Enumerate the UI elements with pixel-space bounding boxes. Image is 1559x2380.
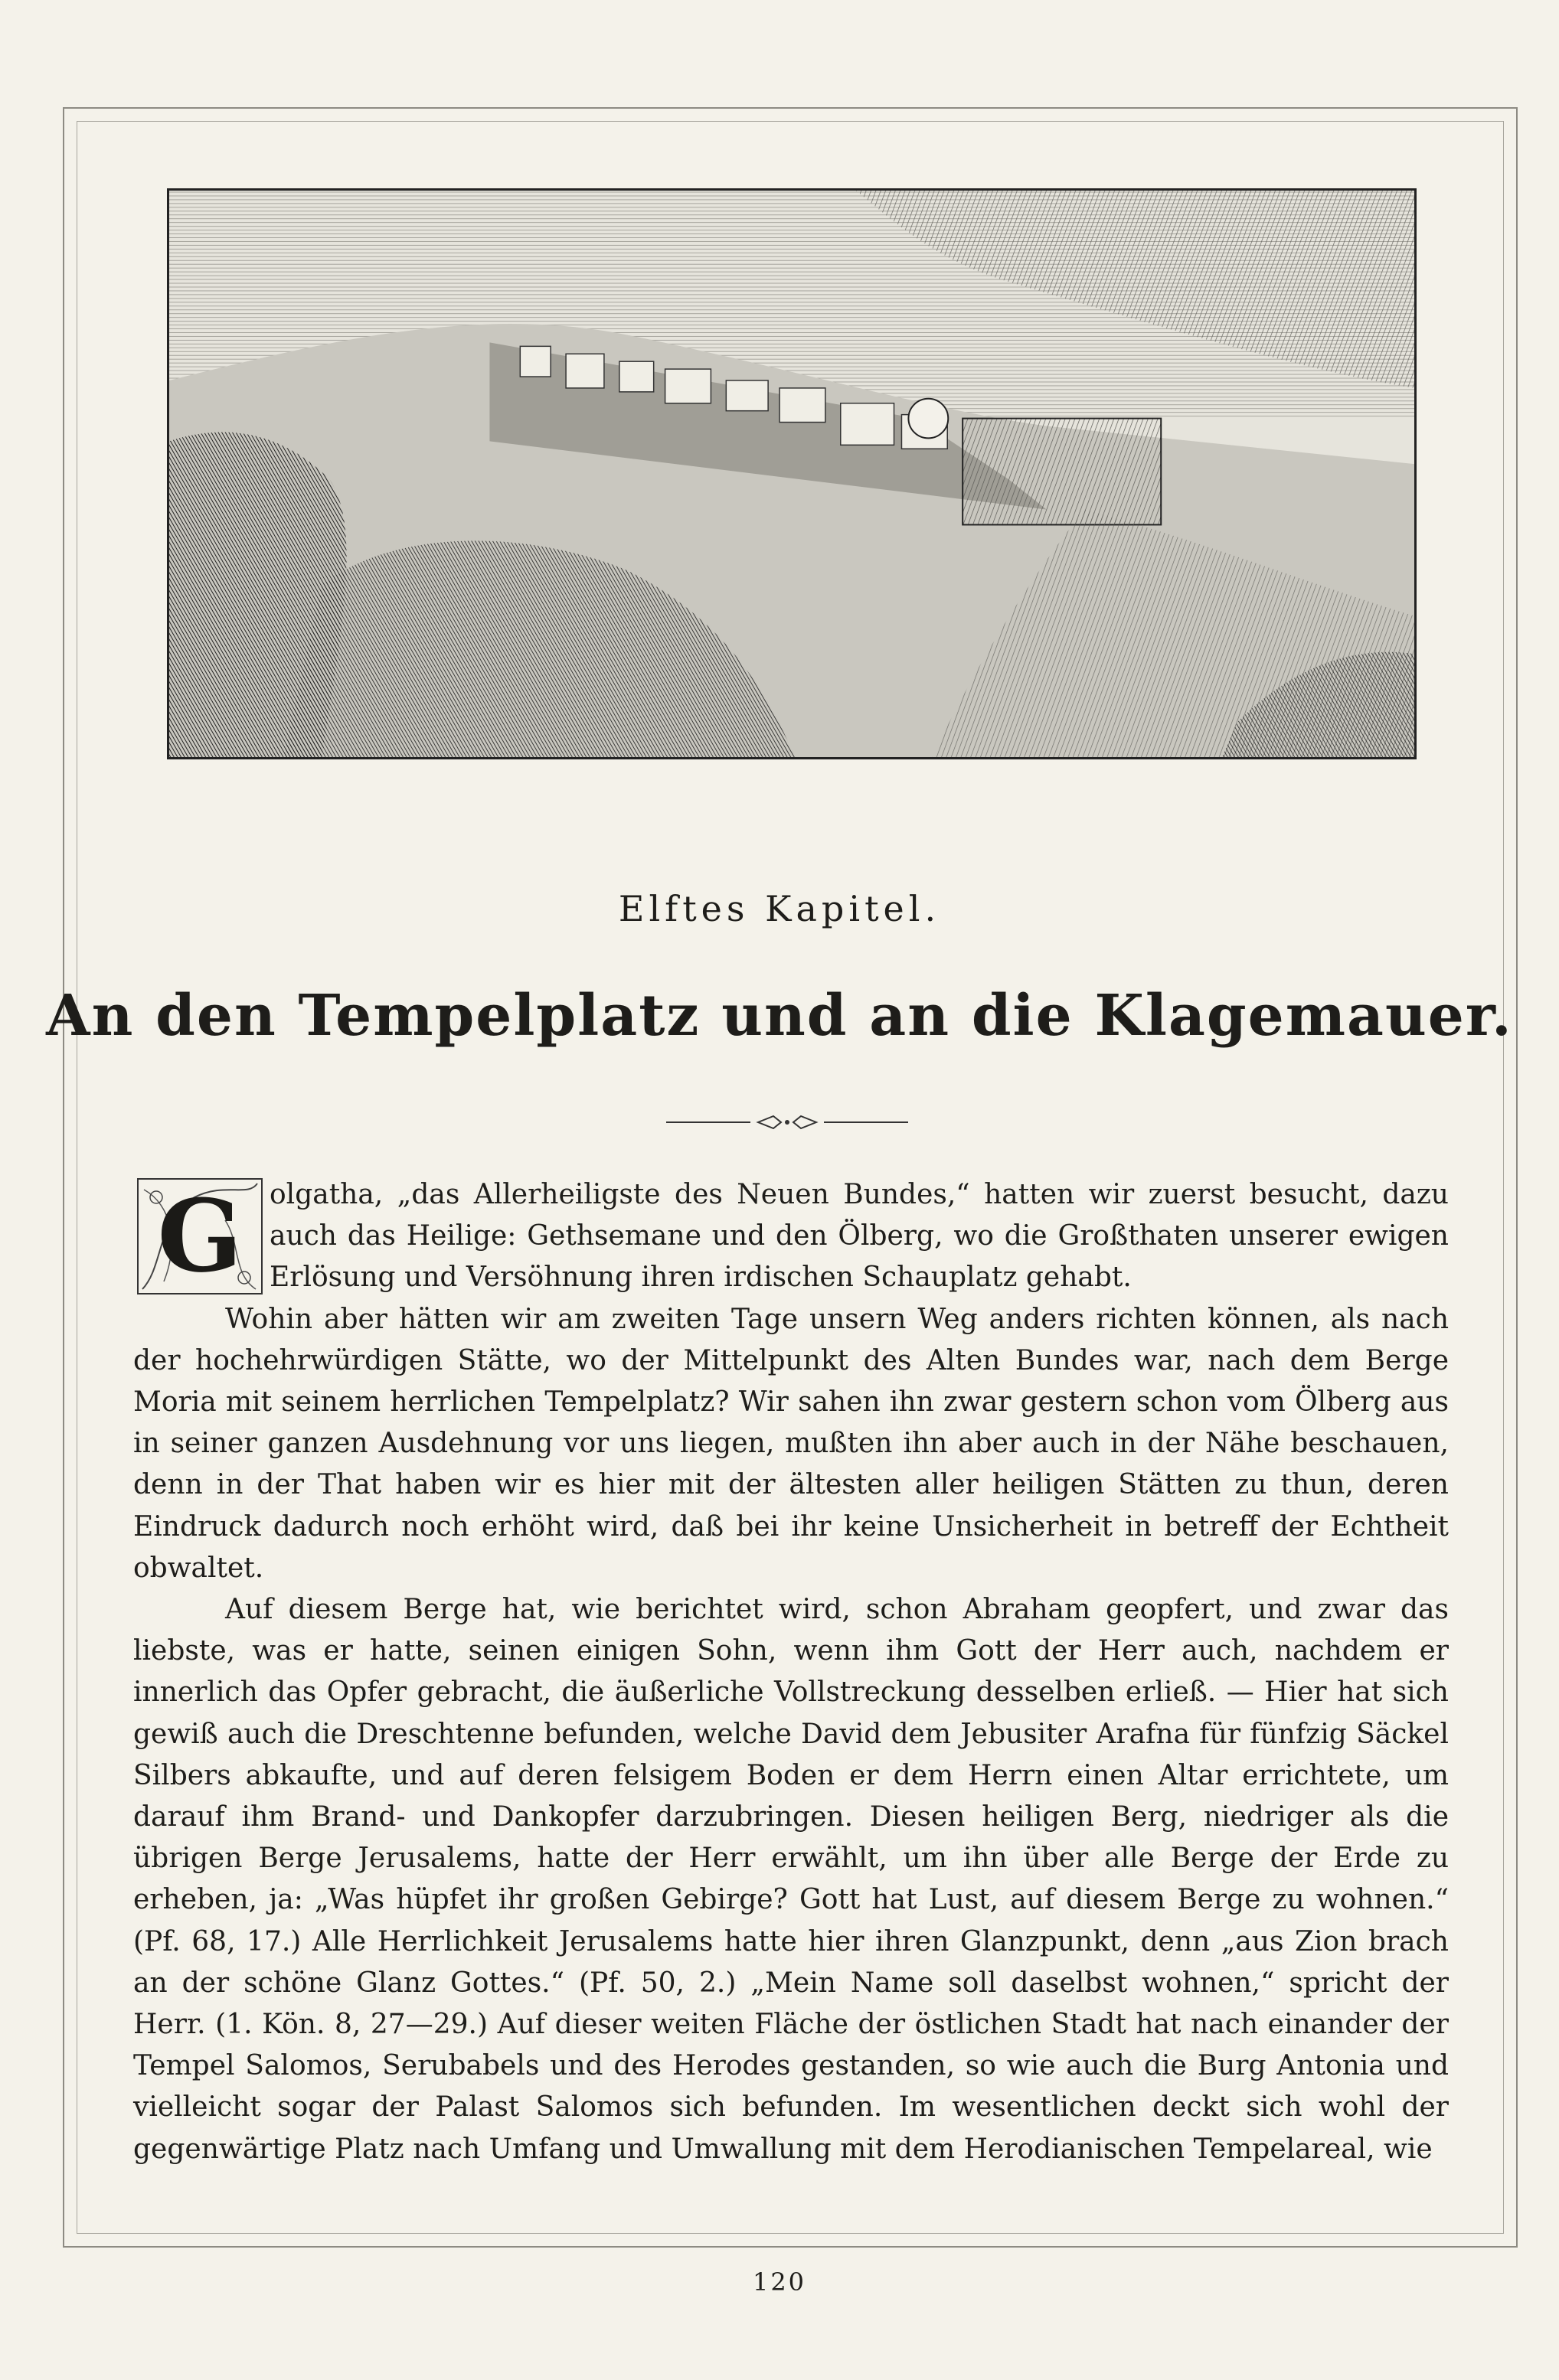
engraving-image [169, 191, 1414, 757]
jerusalem-landscape-engraving [167, 188, 1417, 759]
page-number: 120 [752, 2267, 807, 2297]
body-text [133, 1174, 1449, 2170]
chapter-title: An den Tempelplatz und an die Klagemauer. [46, 983, 1513, 1049]
divider-ornament [666, 1113, 908, 1131]
paragraph-1 [133, 1174, 1449, 1299]
paragraph-2: Wohin aber hätten wir am zweiten Tage unsern Weg anders richten können, als nach der hochehrwürdigen Stätte, wo der Mittelpunkt des Alten Bundes war, nach dem Berge Moria mit seinem herrlichen Tempelplatz? Wir sahen ihn zwar gestern schon vom Ölberg aus in seiner ganzen Ausdehnung vor uns liegen, mußten ihn aber auch in der Nähe beschauen, denn in der That haben wir es hier mit der ältesten aller heiligen Stätten zu thun, deren Eindruck dadurch noch erhöht wird, daß bei ihr keine Unsicherheit in betreff der Echtheit obwaltet. [133, 1303, 1449, 1584]
paragraph-1-text: olgatha, „das Allerheiligste des Neuen Bundes,“ hatten wir zuerst besucht, dazu auch das Heilige: Gethsemane und den Ölberg, wo die Großthaten unserer ewigen Erlösung und Versöhnung ihren irdischen Schauplatz gehabt. [270, 1179, 1449, 1294]
ornamental-initial [133, 1174, 266, 1298]
paragraph-3: Auf diesem Berge hat, wie berichtet wird, schon Abraham geopfert, und zwar das liebste, was er hatte, seinen einigen Sohn, wenn ihm Gott der Herr auch, nachdem er innerlich das Opfer gebracht, die äußerliche Vollstreckung desselben erließ. — Hier hat sich gewiß auch die Dreschtenne befunden, welche David dem Jebusiter Arafna für fünfzig Säckel Silbers abkaufte, und auf deren felsigem Boden er dem Herrn einen Altar errichtete, um darauf ihm Brand- und Dankopfer darzubringen. Diesen heiligen Berg, niedriger als die übrigen Berge Jerusalems, hatte der Herr erwählt, um ihn über alle Berge der Erde zu erheben, ja: „Was hüpfet ihr großen Gebirge? Gott hat Lust, auf diesem Berge zu wohnen.“ (Pf. 68, 17.) Alle Herrlichkeit Jerusalems hatte hier ihren Glanzpunkt, denn „aus Zion brach an der schöne Glanz Gottes.“ (Pf. 50, 2.) „Mein Name soll daselbst wohnen,“ spricht der Herr. (1. Kön. 8, 27—29.) Auf dieser weiten Fläche der östlichen Stadt hat nach einander der Tempel Salomos, Serubabels und des Herodes gestanden, so wie auch die Burg Antonia und vielleicht sogar der Palast Salomos sich befunden. Im wesentlichen deckt sich wohl der gegenwärtige Platz nach Umfang und Umwallung mit dem Herodianischen Tempelareal, wie [133, 1594, 1449, 2165]
chapter-heading: Elftes Kapitel. [618, 888, 941, 929]
drop-cap-letter: G [157, 1177, 243, 1294]
